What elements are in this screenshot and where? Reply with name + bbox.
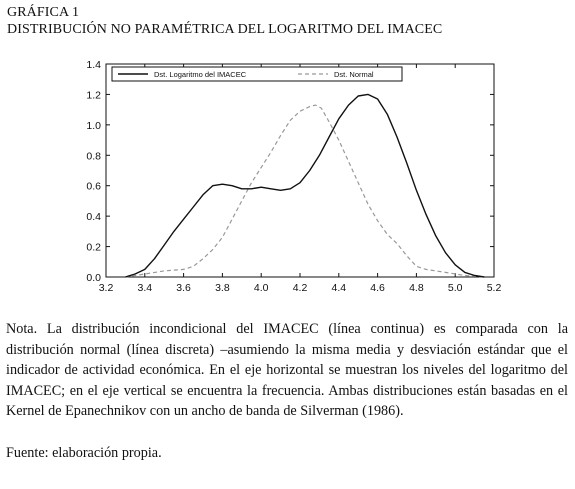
series-line-normal	[125, 105, 484, 277]
legend-label: Dst. Logaritmo del IMACEC	[154, 70, 247, 79]
y-tick-label: 0.0	[86, 272, 101, 284]
figure-source: Fuente: elaboración propia.	[6, 445, 162, 461]
legend-label: Dst. Normal	[334, 70, 374, 79]
y-tick-label: 1.2	[86, 89, 101, 102]
x-tick-label: 4.0	[253, 282, 269, 294]
x-tick-label: 4.2	[292, 282, 308, 294]
x-tick-label: 4.4	[331, 282, 347, 294]
figure-title: DISTRIBUCIÓN NO PARAMÉTRICA DEL LOGARITMO DEL IMACEC	[7, 22, 443, 37]
y-tick-label: 0.2	[86, 241, 101, 254]
series-line-imacec	[125, 94, 484, 277]
x-tick-label: 5.0	[447, 282, 463, 294]
x-tick-label: 3.2	[98, 282, 114, 294]
figure-label: GRÁFICA 1	[7, 5, 80, 20]
x-tick-label: 3.6	[176, 282, 191, 294]
x-tick-label: 3.4	[137, 282, 153, 294]
y-tick-label: 0.8	[86, 150, 101, 163]
figure-note: Nota. La distribución incondicional del IMACEC (línea continua) es comparada con la distribución normal (línea discreta) –asumiendo la misma media y desviación estándar que el indicador de actividad económica. En el eje horizontal se muestran los niveles del logaritmo del IMACEC; en el eje vertical se encuentra la frecuencia. Ambas distribuciones están basadas en el Kernel de Epanechnikov con un ancho de banda de Silverman (1986).	[6, 321, 568, 419]
x-tick-label: 4.6	[370, 282, 385, 294]
plot-area	[86, 59, 501, 294]
x-tick-label: 4.8	[409, 282, 424, 294]
y-tick-label: 1.4	[86, 59, 101, 71]
x-tick-label: 3.8	[215, 282, 230, 294]
y-tick-label: 0.6	[86, 180, 101, 193]
y-tick-label: 0.4	[86, 211, 101, 224]
y-tick-label: 1.0	[86, 119, 101, 132]
x-tick-label: 5.2	[486, 282, 502, 294]
